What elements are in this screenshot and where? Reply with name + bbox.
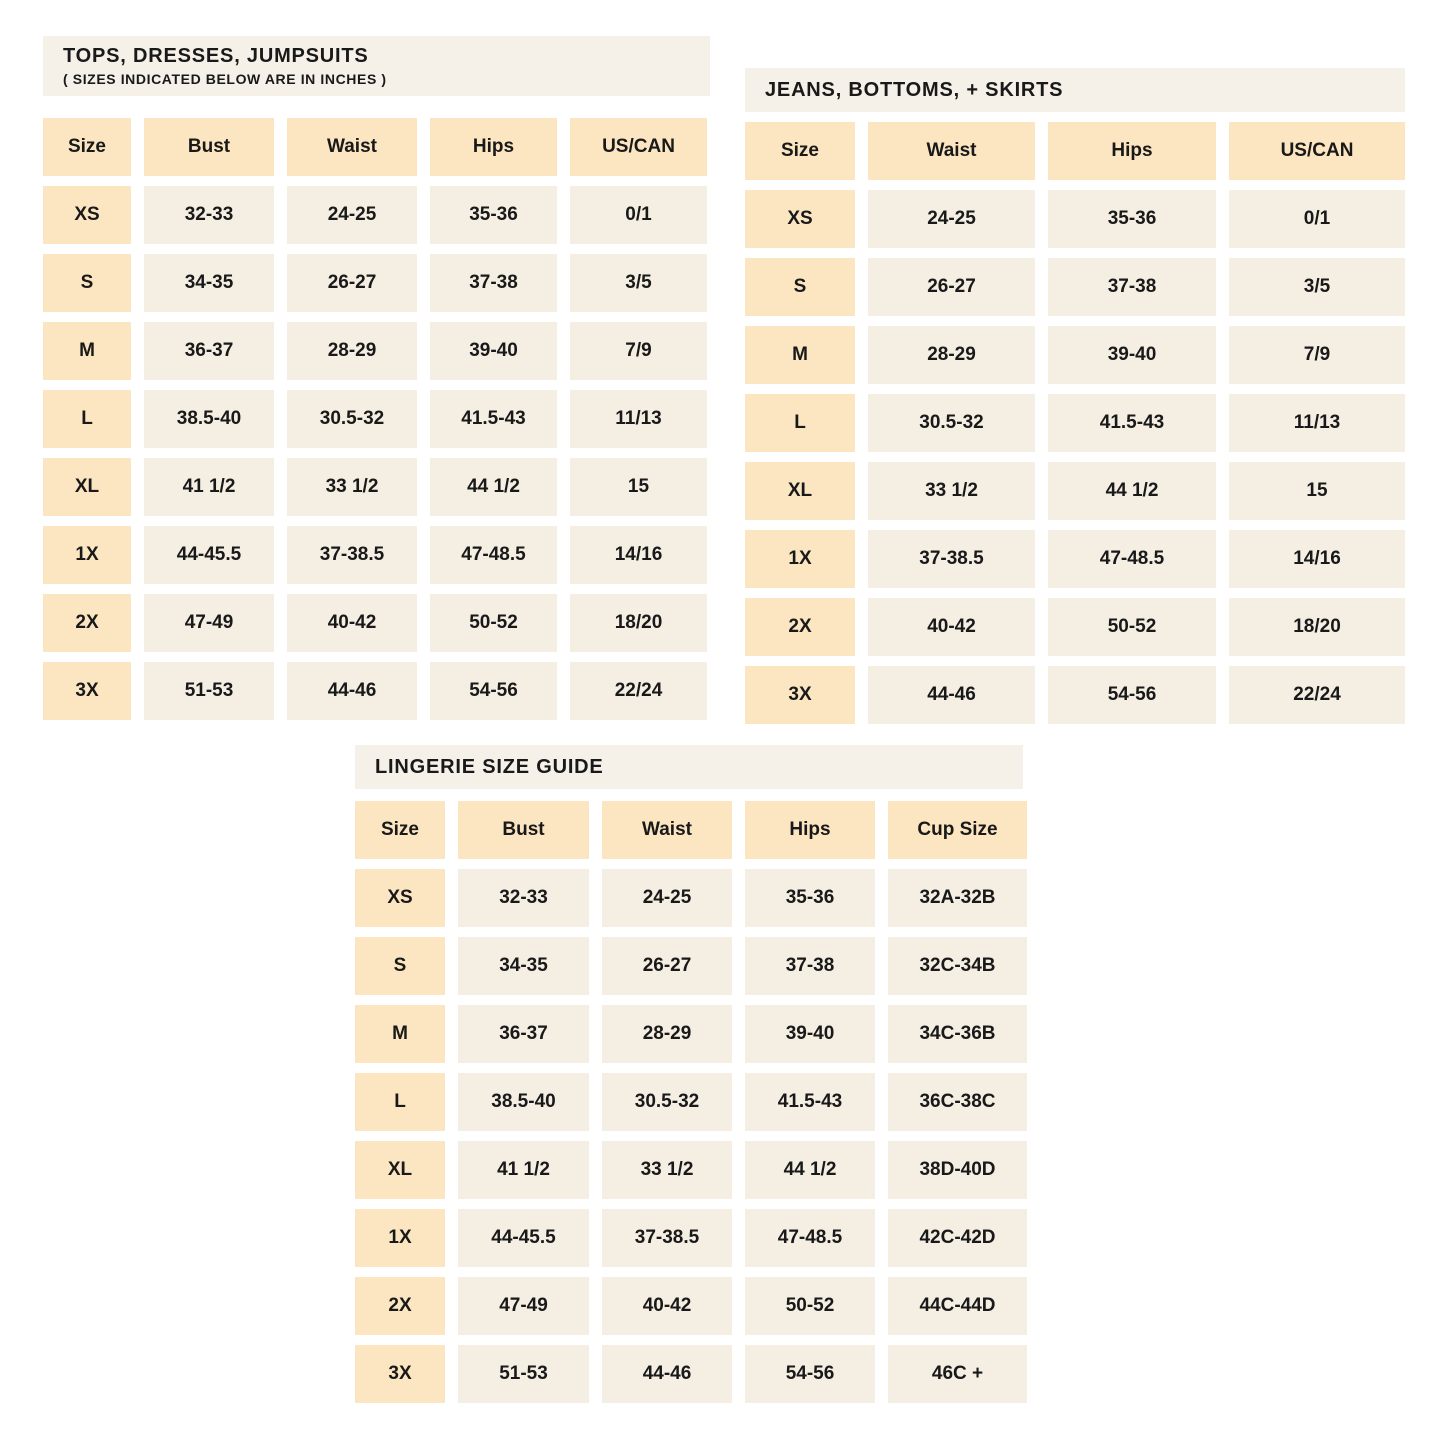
measurement-cell: 7/9 <box>1229 326 1405 384</box>
size-label-cell: 2X <box>43 594 131 652</box>
size-label-cell: XL <box>355 1141 445 1199</box>
column-header-size: Size <box>745 122 855 180</box>
jeans-bottoms-skirts-table <box>745 68 1405 724</box>
measurement-cell: 38.5-40 <box>458 1073 589 1131</box>
measurement-cell: 14/16 <box>570 526 707 584</box>
measurement-cell: 24-25 <box>868 190 1035 248</box>
measurement-cell: 24-25 <box>287 186 417 244</box>
measurement-cell: 44 1/2 <box>1048 462 1216 520</box>
measurement-cell: 50-52 <box>1048 598 1216 656</box>
measurement-cell: 39-40 <box>745 1005 875 1063</box>
column-header-hips: Hips <box>745 801 875 859</box>
measurement-cell: 37-38 <box>430 254 557 312</box>
measurement-cell: 54-56 <box>745 1345 875 1403</box>
measurement-cell: 54-56 <box>1048 666 1216 724</box>
measurement-cell: 40-42 <box>287 594 417 652</box>
measurement-cell: 26-27 <box>287 254 417 312</box>
size-label-cell: M <box>745 326 855 384</box>
column-header-bust: Bust <box>144 118 274 176</box>
measurement-cell: 7/9 <box>570 322 707 380</box>
measurement-cell: 33 1/2 <box>868 462 1035 520</box>
size-label-cell: XS <box>355 869 445 927</box>
measurement-cell: 32A-32B <box>888 869 1027 927</box>
jeans-table-title-panel <box>745 68 1405 112</box>
measurement-cell: 30.5-32 <box>868 394 1035 452</box>
size-label-cell: M <box>355 1005 445 1063</box>
measurement-cell: 41.5-43 <box>430 390 557 448</box>
measurement-cell: 37-38 <box>745 937 875 995</box>
measurement-cell: 44-45.5 <box>458 1209 589 1267</box>
measurement-cell: 37-38.5 <box>287 526 417 584</box>
size-label-cell: S <box>745 258 855 316</box>
measurement-cell: 54-56 <box>430 662 557 720</box>
measurement-cell: 39-40 <box>430 322 557 380</box>
size-label-cell: S <box>43 254 131 312</box>
measurement-cell: 44 1/2 <box>745 1141 875 1199</box>
column-header-size: Size <box>43 118 131 176</box>
measurement-cell: 11/13 <box>1229 394 1405 452</box>
column-header-waist: Waist <box>868 122 1035 180</box>
size-label-cell: XS <box>43 186 131 244</box>
measurement-cell: 44-45.5 <box>144 526 274 584</box>
measurement-cell: 37-38.5 <box>868 530 1035 588</box>
measurement-cell: 0/1 <box>570 186 707 244</box>
measurement-cell: 14/16 <box>1229 530 1405 588</box>
size-label-cell: L <box>355 1073 445 1131</box>
column-header-us-can: US/CAN <box>570 118 707 176</box>
measurement-cell: 36-37 <box>144 322 274 380</box>
measurement-cell: 33 1/2 <box>287 458 417 516</box>
lingerie-table-title: LINGERIE SIZE GUIDE <box>375 755 604 778</box>
jeans-table-grid <box>745 122 1405 724</box>
measurement-cell: 22/24 <box>1229 666 1405 724</box>
measurement-cell: 41.5-43 <box>745 1073 875 1131</box>
measurement-cell: 32C-34B <box>888 937 1027 995</box>
tops-dresses-jumpsuits-table <box>43 36 710 720</box>
measurement-cell: 40-42 <box>602 1277 732 1335</box>
size-label-cell: 3X <box>745 666 855 724</box>
measurement-cell: 36-37 <box>458 1005 589 1063</box>
measurement-cell: 34-35 <box>458 937 589 995</box>
tops-table-grid <box>43 118 710 720</box>
column-header-size: Size <box>355 801 445 859</box>
measurement-cell: 47-48.5 <box>745 1209 875 1267</box>
measurement-cell: 46C + <box>888 1345 1027 1403</box>
size-label-cell: 2X <box>745 598 855 656</box>
measurement-cell: 11/13 <box>570 390 707 448</box>
size-label-cell: S <box>355 937 445 995</box>
lingerie-size-guide-table <box>355 745 1023 1403</box>
measurement-cell: 37-38.5 <box>602 1209 732 1267</box>
column-header-waist: Waist <box>287 118 417 176</box>
measurement-cell: 35-36 <box>745 869 875 927</box>
size-label-cell: L <box>43 390 131 448</box>
measurement-cell: 47-48.5 <box>1048 530 1216 588</box>
measurement-cell: 51-53 <box>458 1345 589 1403</box>
measurement-cell: 30.5-32 <box>602 1073 732 1131</box>
size-label-cell: XL <box>745 462 855 520</box>
column-header-bust: Bust <box>458 801 589 859</box>
measurement-cell: 42C-42D <box>888 1209 1027 1267</box>
measurement-cell: 39-40 <box>1048 326 1216 384</box>
measurement-cell: 41 1/2 <box>458 1141 589 1199</box>
measurement-cell: 3/5 <box>570 254 707 312</box>
tops-table-subtitle: ( SIZES INDICATED BELOW ARE IN INCHES ) <box>63 71 387 87</box>
measurement-cell: 44-46 <box>868 666 1035 724</box>
measurement-cell: 26-27 <box>602 937 732 995</box>
measurement-cell: 47-49 <box>458 1277 589 1335</box>
measurement-cell: 36C-38C <box>888 1073 1027 1131</box>
measurement-cell: 28-29 <box>287 322 417 380</box>
measurement-cell: 41.5-43 <box>1048 394 1216 452</box>
size-label-cell: 1X <box>355 1209 445 1267</box>
lingerie-table-grid <box>355 801 1023 1403</box>
measurement-cell: 38.5-40 <box>144 390 274 448</box>
measurement-cell: 51-53 <box>144 662 274 720</box>
measurement-cell: 34C-36B <box>888 1005 1027 1063</box>
measurement-cell: 32-33 <box>458 869 589 927</box>
measurement-cell: 0/1 <box>1229 190 1405 248</box>
measurement-cell: 44-46 <box>287 662 417 720</box>
measurement-cell: 28-29 <box>868 326 1035 384</box>
measurement-cell: 32-33 <box>144 186 274 244</box>
tops-table-title: TOPS, DRESSES, JUMPSUITS <box>63 45 369 67</box>
column-header-cup-size: Cup Size <box>888 801 1027 859</box>
measurement-cell: 40-42 <box>868 598 1035 656</box>
measurement-cell: 18/20 <box>1229 598 1405 656</box>
column-header-hips: Hips <box>430 118 557 176</box>
measurement-cell: 22/24 <box>570 662 707 720</box>
measurement-cell: 47-49 <box>144 594 274 652</box>
size-label-cell: L <box>745 394 855 452</box>
column-header-hips: Hips <box>1048 122 1216 180</box>
measurement-cell: 28-29 <box>602 1005 732 1063</box>
measurement-cell: 3/5 <box>1229 258 1405 316</box>
measurement-cell: 50-52 <box>430 594 557 652</box>
measurement-cell: 26-27 <box>868 258 1035 316</box>
tops-table-title-panel <box>43 36 710 96</box>
size-label-cell: M <box>43 322 131 380</box>
measurement-cell: 50-52 <box>745 1277 875 1335</box>
measurement-cell: 15 <box>1229 462 1405 520</box>
measurement-cell: 33 1/2 <box>602 1141 732 1199</box>
measurement-cell: 30.5-32 <box>287 390 417 448</box>
measurement-cell: 44 1/2 <box>430 458 557 516</box>
measurement-cell: 38D-40D <box>888 1141 1027 1199</box>
size-label-cell: XL <box>43 458 131 516</box>
size-label-cell: XS <box>745 190 855 248</box>
measurement-cell: 41 1/2 <box>144 458 274 516</box>
size-label-cell: 1X <box>43 526 131 584</box>
measurement-cell: 44C-44D <box>888 1277 1027 1335</box>
measurement-cell: 35-36 <box>1048 190 1216 248</box>
measurement-cell: 44-46 <box>602 1345 732 1403</box>
measurement-cell: 47-48.5 <box>430 526 557 584</box>
measurement-cell: 15 <box>570 458 707 516</box>
measurement-cell: 35-36 <box>430 186 557 244</box>
size-label-cell: 3X <box>43 662 131 720</box>
size-label-cell: 1X <box>745 530 855 588</box>
lingerie-table-title-panel <box>355 745 1023 789</box>
measurement-cell: 18/20 <box>570 594 707 652</box>
jeans-table-title: JEANS, BOTTOMS, + SKIRTS <box>765 78 1064 101</box>
size-label-cell: 2X <box>355 1277 445 1335</box>
column-header-us-can: US/CAN <box>1229 122 1405 180</box>
size-label-cell: 3X <box>355 1345 445 1403</box>
measurement-cell: 24-25 <box>602 869 732 927</box>
measurement-cell: 34-35 <box>144 254 274 312</box>
column-header-waist: Waist <box>602 801 732 859</box>
measurement-cell: 37-38 <box>1048 258 1216 316</box>
